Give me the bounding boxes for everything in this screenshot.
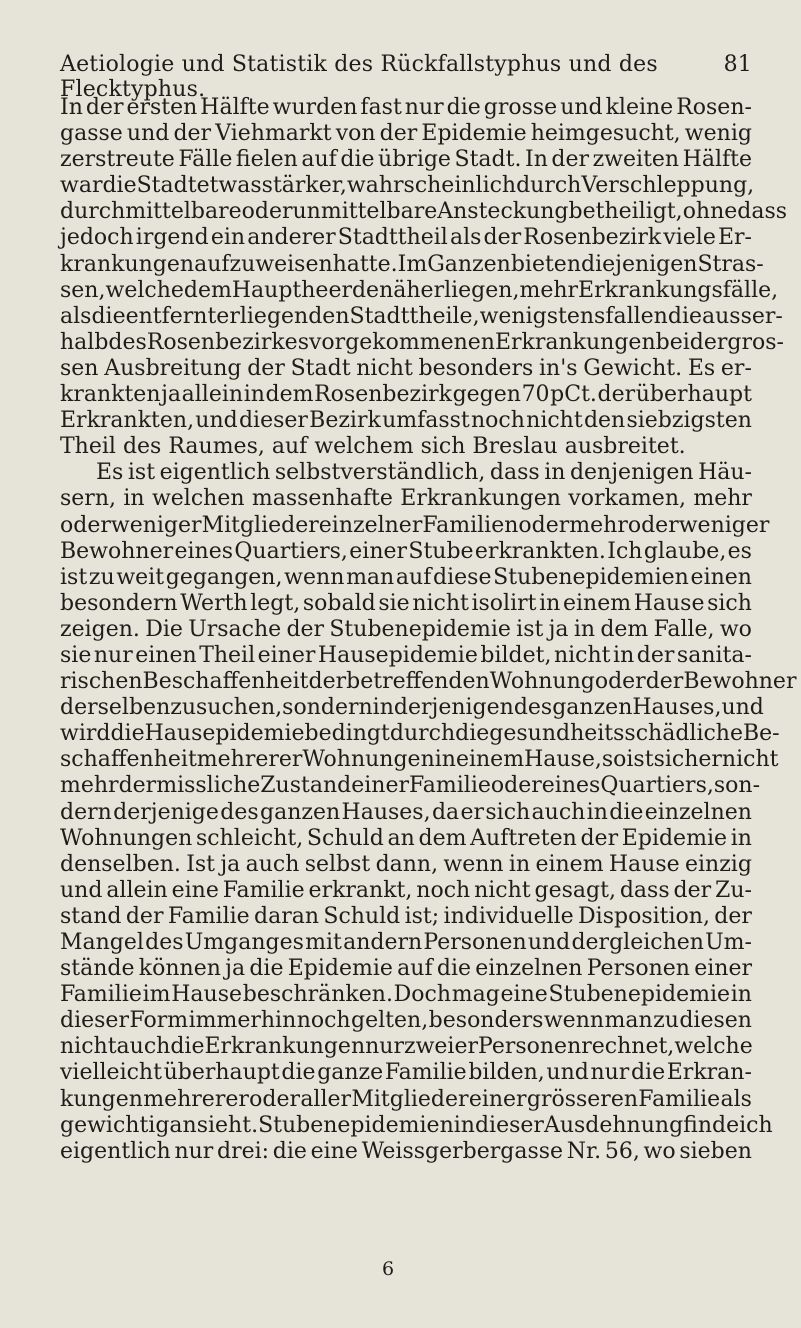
text-line: dieser Form immerhin noch gelten, besonders wenn man zu diesen xyxy=(60,1008,752,1034)
text-line: nicht auch die Erkrankungen nur zweier Personen rechnet, welche xyxy=(60,1034,753,1060)
text-line: besondern Werth legt, sobald sie nicht isolirt in einem Hause sich xyxy=(60,590,752,616)
text-line: Bewohner eines Quartiers, einer Stube erkrankten. Ich glaube, es xyxy=(60,538,752,564)
text-line: oder weniger Mitglieder einzelner Familien oder mehr oder weniger xyxy=(60,512,770,538)
text-line: halb des Rosenbezirkes vorgekommenen Erkrankungen bei der gros- xyxy=(60,329,784,355)
text-line: Familie im Hause beschränken. Doch mag eine Stubenepidemie in xyxy=(60,982,752,1008)
text-line: rischen Beschaffenheit der betreffenden Wohnung oder der Bewohner xyxy=(60,669,797,695)
text-line: denselben. Ist ja auch selbst dann, wenn in einem Hause einzig xyxy=(60,851,752,877)
text-line: krankten ja allein in dem Rosenbezirk gegen 70 pCt. der überhaupt xyxy=(60,382,752,408)
text-line: zeigen. Die Ursache der Stubenepidemie ist ja in dem Falle, wo xyxy=(60,616,752,642)
text-line: In der ersten Hälfte wurden fast nur die grosse und kleine Rosen- xyxy=(60,95,752,120)
text-line: stände können ja die Epidemie auf die einzelnen Personen einer xyxy=(60,956,752,982)
text-line: Erkrankten, und dieser Bezirk umfasst noch nicht den siebzigsten xyxy=(60,408,752,434)
text-line: krankungen aufzuweisen hatte. Im Ganzen bieten diejenigen Stras- xyxy=(60,251,764,277)
text-line: sern, in welchen massenhafte Erkrankungen vorkamen, mehr xyxy=(60,486,752,512)
text-line: eigentlich nur drei: die eine Weissgerbergasse Nr. 56, wo sieben xyxy=(60,1138,752,1164)
text-line: dern derjenige des ganzen Hauses, da er sich auch in die einzelnen xyxy=(60,799,752,825)
text-line: sen, welche dem Hauptheerde näher liegen, mehr Erkrankungsfälle, xyxy=(60,277,779,303)
body-text xyxy=(60,95,797,1165)
text-line: Wohnungen schleicht, Schuld an dem Auftreten der Epidemie in xyxy=(60,825,752,851)
page-number: 81 xyxy=(723,52,752,77)
text-line: jedoch irgend ein anderer Stadttheil als der Rosenbezirk viele Er- xyxy=(60,225,752,251)
text-line: gasse und der Viehmarkt von der Epidemie heimgesucht, wenig xyxy=(60,121,752,147)
text-line: gewichtig ansieht. Stubenepidemien in dieser Ausdehnung finde ich xyxy=(60,1112,773,1138)
signature-mark: 6 xyxy=(382,1258,395,1280)
text-line: sen Ausbreitung der Stadt nicht besonders in's Gewicht. Es er- xyxy=(60,355,752,381)
text-line: durch mittelbare oder unmittelbare Ansteckung betheiligt, ohne dass xyxy=(60,199,788,225)
text-line: Es ist eigentlich selbstverständlich, dass in denjenigen Häu- xyxy=(96,460,752,486)
text-line: sie nur einen Theil einer Hausepidemie bildet, nicht in der sanita- xyxy=(60,642,752,668)
text-line: kungen mehrerer oder aller Mitglieder einer grösseren Familie als xyxy=(60,1086,752,1112)
text-line: ist zu weit gegangen, wenn man auf diese Stubenepidemien einen xyxy=(60,564,752,590)
text-line: mehr der missliche Zustand einer Familie oder eines Quartiers, son- xyxy=(60,773,760,799)
text-line: schaffenheit mehrerer Wohnungen in einem Hause, so ist sicher nicht xyxy=(60,747,779,773)
text-line: als die entfernter liegenden Stadttheile, wenigstens fallen die ausser- xyxy=(60,303,783,329)
text-line: war die Stadt etwas stärker, wahrscheinlich durch Verschleppung, xyxy=(60,173,755,199)
running-title: Aetiologie und Statistik des Rückfallstyphus und des Flecktyphus. xyxy=(60,52,658,102)
text-line: vielleicht überhaupt die ganze Familie bilden, und nur die Erkran- xyxy=(60,1060,752,1086)
text-line: wird die Hausepidemie bedingt durch die gesundheitsschädliche Be- xyxy=(60,721,780,747)
text-line: derselben zu suchen, sondern in derjenigen des ganzen Hauses, und xyxy=(60,695,764,721)
text-line: Theil des Raumes, auf welchem sich Breslau ausbreitet. xyxy=(60,434,686,460)
text-line: zerstreute Fälle fielen auf die übrige Stadt. In der zweiten Hälfte xyxy=(60,147,752,173)
text-line: stand der Familie daran Schuld ist; individuelle Disposition, der xyxy=(60,903,752,929)
text-line: Mangel des Umganges mit andern Personen und dergleichen Um- xyxy=(60,930,752,955)
text-line: und allein eine Familie erkrankt, noch nicht gesagt, dass der Zu- xyxy=(60,877,752,903)
